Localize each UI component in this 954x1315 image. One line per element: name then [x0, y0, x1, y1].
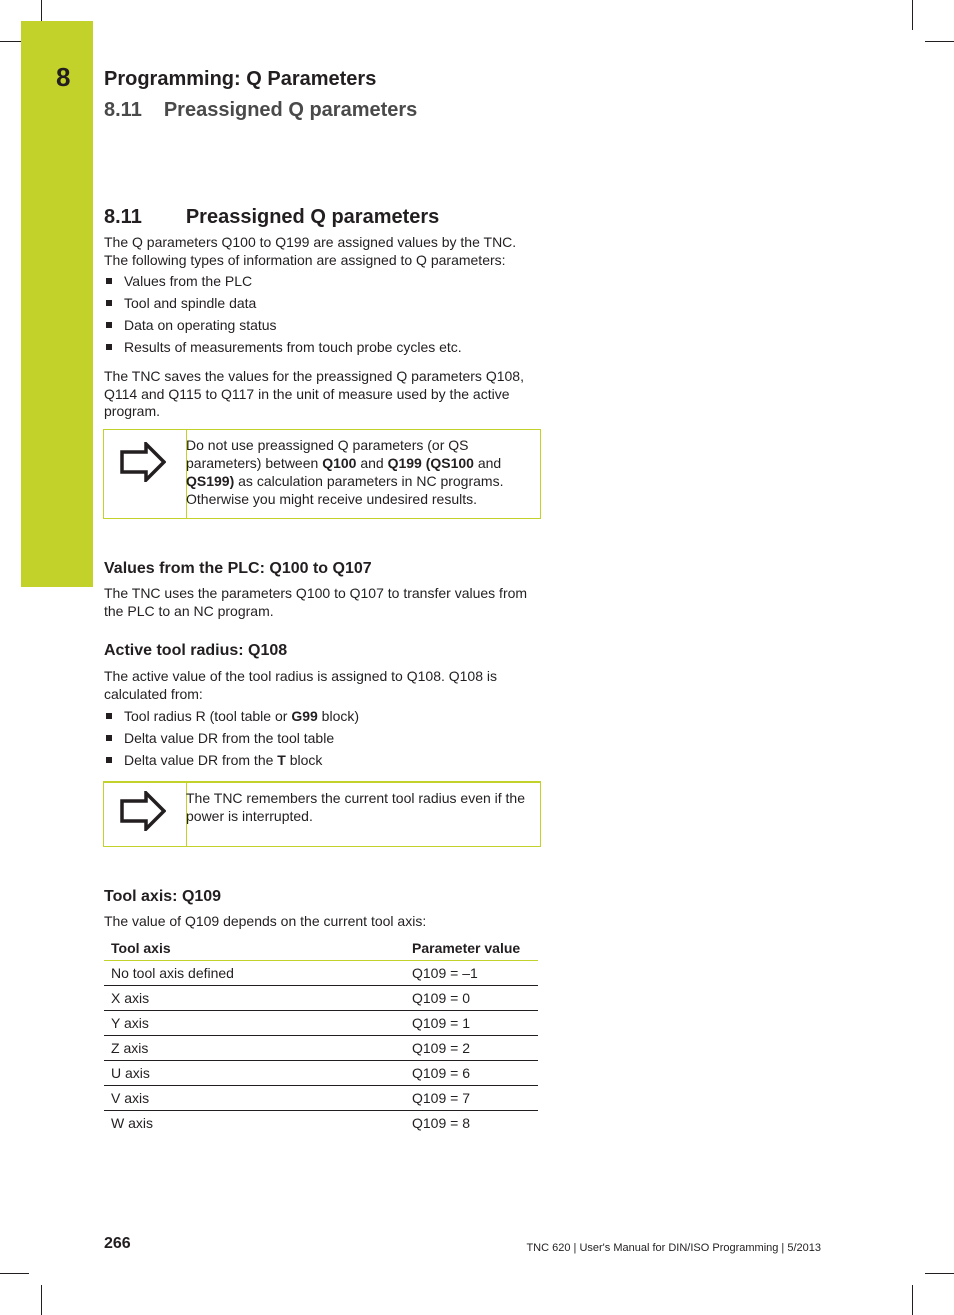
subheading-plc: Values from the PLC: Q100 to Q107 [104, 560, 372, 577]
intro-paragraph-2: The following types of information are assigned to Q parameters: [104, 251, 506, 268]
crop-mark [912, 1285, 913, 1315]
info-types-list [104, 271, 544, 359]
radius-block [104, 668, 544, 772]
running-header-chapter: Programming: Q Parameters [104, 68, 377, 90]
crop-mark [0, 41, 21, 42]
units-paragraph: The TNC saves the values for the preassigned Q parameters Q108, Q114 and Q115 to Q117 in the unit of measure used by the active program. [104, 368, 524, 419]
arrow-right-icon [120, 791, 166, 831]
table-row: W axis Q109 = 8 [111, 1115, 470, 1131]
note-text: The TNC remembers the current tool radius even if the power is interrupted. [186, 790, 526, 824]
running-header-section-number: 8.11 [104, 99, 142, 121]
subheading-radius: Active tool radius: Q108 [104, 642, 288, 659]
plc-block [104, 585, 544, 620]
note-icon-cell [104, 430, 187, 518]
footer-text: TNC 620 | User's Manual for DIN/ISO Programming | 5/2013 [526, 1242, 821, 1254]
chapter-tab [21, 21, 93, 587]
crop-mark [41, 0, 42, 21]
list-item: Data on operating status [104, 315, 544, 337]
note-text: Do not use preassigned Q parameters (or QS parameters) between Q100 and Q199 (QS100 and QS199) as calculation parameters in NC programs. Otherwise you might receive undesired results. [186, 437, 504, 507]
column-header-parameter-value: Parameter value [405, 936, 538, 961]
intro-block [104, 234, 544, 359]
list-item: Tool radius R (tool table or G99 block) [104, 706, 544, 728]
table-row: V axis Q109 = 7 [104, 1086, 538, 1111]
running-header-section [104, 99, 417, 122]
table-row: Z axis Q109 = 2 [104, 1036, 538, 1061]
radius-list [104, 706, 544, 772]
section-title: Preassigned Q parameters [185, 206, 440, 228]
table-header-row [104, 936, 538, 961]
radius-paragraph: The active value of the tool radius is assigned to Q108. Q108 is calculated from: [104, 668, 498, 702]
note-icon-cell [104, 783, 187, 846]
list-item: Results of measurements from touch probe cycles etc. [104, 337, 544, 359]
note-box [103, 429, 541, 519]
crop-mark [0, 1273, 29, 1274]
list-item: Delta value DR from the tool table [104, 728, 544, 750]
tool-axis-table [104, 936, 538, 1135]
axis-paragraph: The value of Q109 depends on the current tool axis: [104, 913, 427, 929]
subheading-axis: Tool axis: Q109 [104, 888, 222, 905]
note-box [103, 781, 541, 847]
table-row: U axis Q109 = 6 [104, 1061, 538, 1086]
list-item: Values from the PLC [104, 271, 544, 293]
chapter-number: 8 [56, 62, 71, 92]
units-block [104, 368, 544, 421]
crop-mark [925, 1273, 954, 1274]
crop-mark [41, 1285, 42, 1315]
column-header-tool-axis: Tool axis [104, 936, 405, 961]
table-row: No tool axis defined Q109 = –1 [104, 961, 538, 986]
running-header-section-title: Preassigned Q parameters [163, 99, 418, 121]
page-number: 266 [104, 1235, 131, 1252]
intro-paragraph-1: The Q parameters Q100 to Q199 are assigned values by the TNC. [104, 234, 517, 250]
crop-mark [912, 0, 913, 30]
list-item: Tool and spindle data [104, 293, 544, 315]
table-row: Y axis Q109 = 1 [104, 1011, 538, 1036]
arrow-right-icon [120, 442, 166, 482]
crop-mark [925, 41, 954, 42]
axis-block [104, 913, 544, 931]
table-row: X axis Q109 = 0 [104, 986, 538, 1011]
section-heading [104, 206, 439, 229]
list-item: Delta value DR from the T block [104, 750, 544, 772]
plc-paragraph: The TNC uses the parameters Q100 to Q107 to transfer values from the PLC to an NC program. [104, 585, 528, 619]
section-number: 8.11 [104, 206, 142, 228]
